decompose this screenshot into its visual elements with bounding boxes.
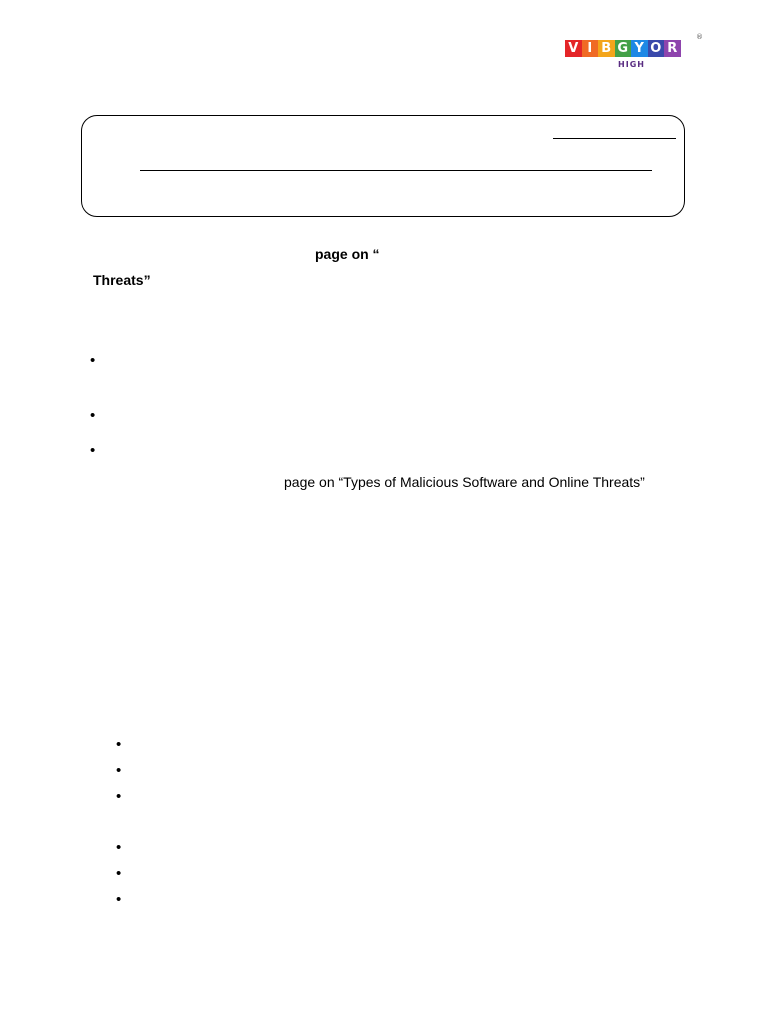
bullet-1: • [90,352,96,369]
vibgyor-high-logo [565,34,705,74]
bullet-3: • [90,442,96,459]
bullet-5: • [116,762,122,779]
bullet-9: • [116,891,122,908]
logo-letter-g: G [615,40,632,57]
bullet-8: • [116,865,122,882]
logo-letter-y: Y [631,40,648,57]
logo-letter-b: B [598,40,615,57]
blank-line-short [553,138,676,139]
logo-letters [565,40,681,57]
body-fragment-1: page on “Types of Malicious Software and Online Threats” [284,474,645,490]
logo-letter-o: O [648,40,665,57]
heading-fragment-1: page on “ [315,246,380,262]
logo-letter-r: R [664,40,681,57]
student-info-box [81,115,685,217]
bullet-4: • [116,736,122,753]
bullet-7: • [116,839,122,856]
bullet-2: • [90,407,96,424]
heading-fragment-2: Threats” [93,272,151,288]
logo-letter-i: I [582,40,599,57]
logo-letter-v: V [565,40,582,57]
registered-mark: ® [696,33,703,41]
bullet-6: • [116,788,122,805]
logo-subtitle: HIGH [618,60,645,69]
blank-line-long [140,170,652,171]
